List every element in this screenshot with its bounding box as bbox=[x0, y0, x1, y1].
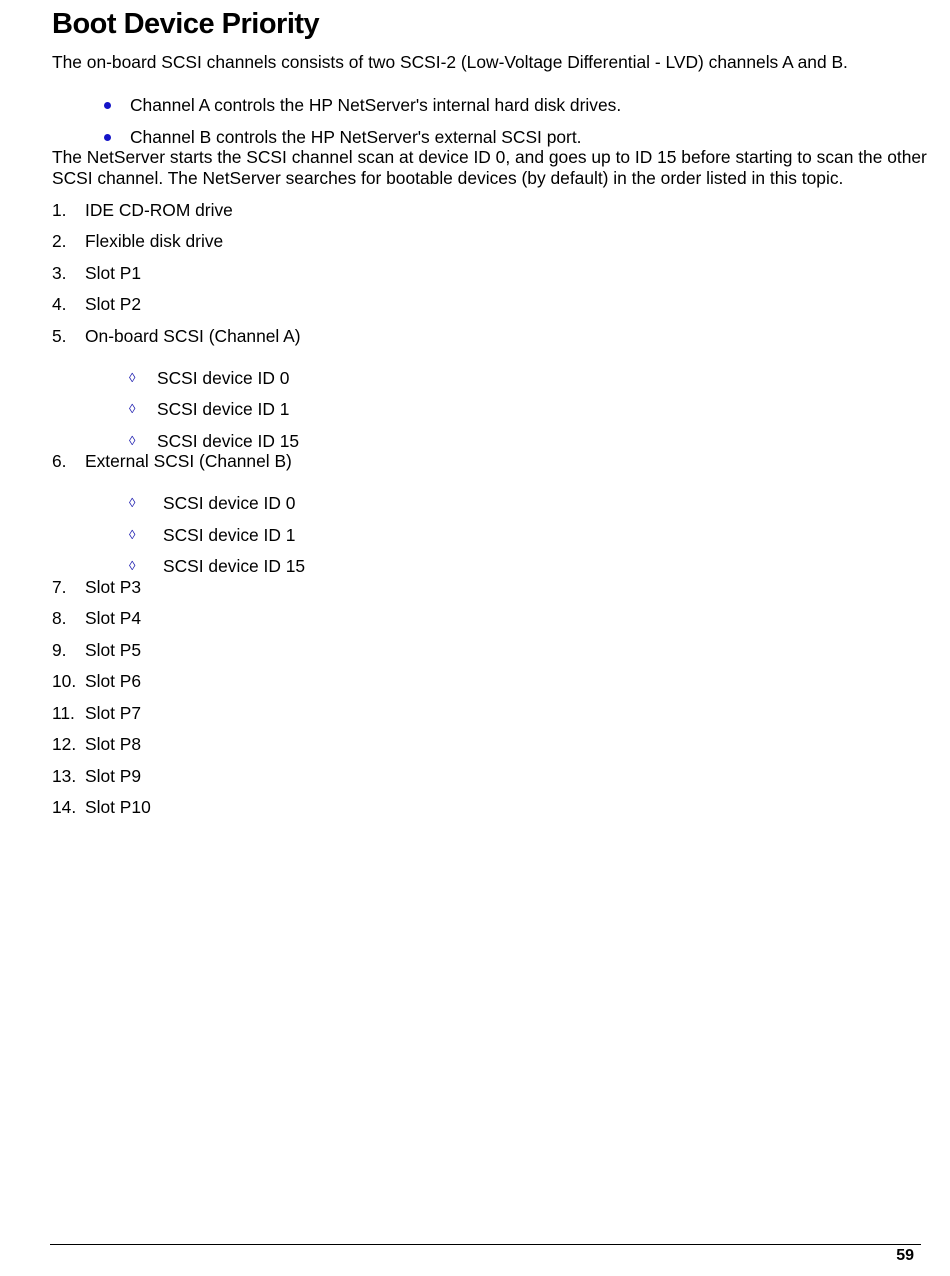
list-number: 3. bbox=[52, 263, 67, 283]
list-number: 5. bbox=[52, 326, 67, 346]
list-text: Slot P1 bbox=[85, 263, 142, 283]
list-text: Slot P4 bbox=[85, 608, 142, 628]
list-number: 2. bbox=[52, 231, 67, 251]
list-number: 11. bbox=[52, 703, 75, 723]
list-text: Slot P7 bbox=[85, 703, 142, 723]
list-number: 13. bbox=[52, 766, 77, 786]
sub-list-text: SCSI device ID 1 bbox=[157, 399, 290, 419]
diamond-bullet-icon: ◊ bbox=[129, 433, 136, 448]
bullet-text: Channel A controls the HP NetServer's internal hard disk drives. bbox=[130, 95, 622, 115]
list-text: Slot P8 bbox=[85, 734, 142, 754]
page-title: Boot Device Priority bbox=[52, 8, 320, 40]
diamond-bullet-icon: ◊ bbox=[129, 495, 136, 510]
scan-paragraph: The NetServer starts the SCSI channel scan at device ID 0, and goes up to ID 15 before starting to scan the other SCSI channel. The NetServer searches for bootable devices (by default) in the order listed in this topic. bbox=[52, 147, 927, 188]
list-number: 12. bbox=[52, 734, 77, 754]
bullet-dot-icon bbox=[104, 134, 111, 141]
bullet-dot-icon bbox=[104, 102, 111, 109]
list-number: 10. bbox=[52, 671, 77, 691]
diamond-bullet-icon: ◊ bbox=[129, 527, 136, 542]
diamond-bullet-icon: ◊ bbox=[129, 401, 136, 416]
diamond-bullet-icon: ◊ bbox=[129, 370, 136, 385]
list-number: 7. bbox=[52, 577, 67, 597]
list-text: Slot P5 bbox=[85, 640, 142, 660]
intro-paragraph: The on-board SCSI channels consists of two SCSI-2 (Low-Voltage Differential - LVD) channels A and B. bbox=[52, 52, 848, 72]
list-number: 4. bbox=[52, 294, 67, 314]
sub-list-text: SCSI device ID 0 bbox=[163, 493, 296, 513]
sub-list-text: SCSI device ID 15 bbox=[157, 431, 300, 451]
list-number: 8. bbox=[52, 608, 67, 628]
list-text: Slot P3 bbox=[85, 577, 142, 597]
page-number: 59 bbox=[896, 1247, 914, 1264]
footer-divider bbox=[50, 1244, 921, 1245]
list-number: 9. bbox=[52, 640, 67, 660]
list-text: Flexible disk drive bbox=[85, 231, 224, 251]
sub-list-text: SCSI device ID 1 bbox=[163, 525, 296, 545]
list-number: 1. bbox=[52, 200, 67, 220]
list-text: IDE CD-ROM drive bbox=[85, 200, 233, 220]
list-text: On-board SCSI (Channel A) bbox=[85, 326, 301, 346]
list-text: Slot P9 bbox=[85, 766, 142, 786]
list-text: Slot P6 bbox=[85, 671, 142, 691]
list-text: Slot P10 bbox=[85, 797, 151, 817]
sub-list-text: SCSI device ID 0 bbox=[157, 368, 290, 388]
list-number: 6. bbox=[52, 451, 67, 471]
diamond-bullet-icon: ◊ bbox=[129, 558, 136, 573]
sub-list-text: SCSI device ID 15 bbox=[163, 556, 306, 576]
list-number: 14. bbox=[52, 797, 77, 817]
list-text: External SCSI (Channel B) bbox=[85, 451, 292, 471]
list-text: Slot P2 bbox=[85, 294, 142, 314]
bullet-text: Channel B controls the HP NetServer's external SCSI port. bbox=[130, 127, 582, 147]
